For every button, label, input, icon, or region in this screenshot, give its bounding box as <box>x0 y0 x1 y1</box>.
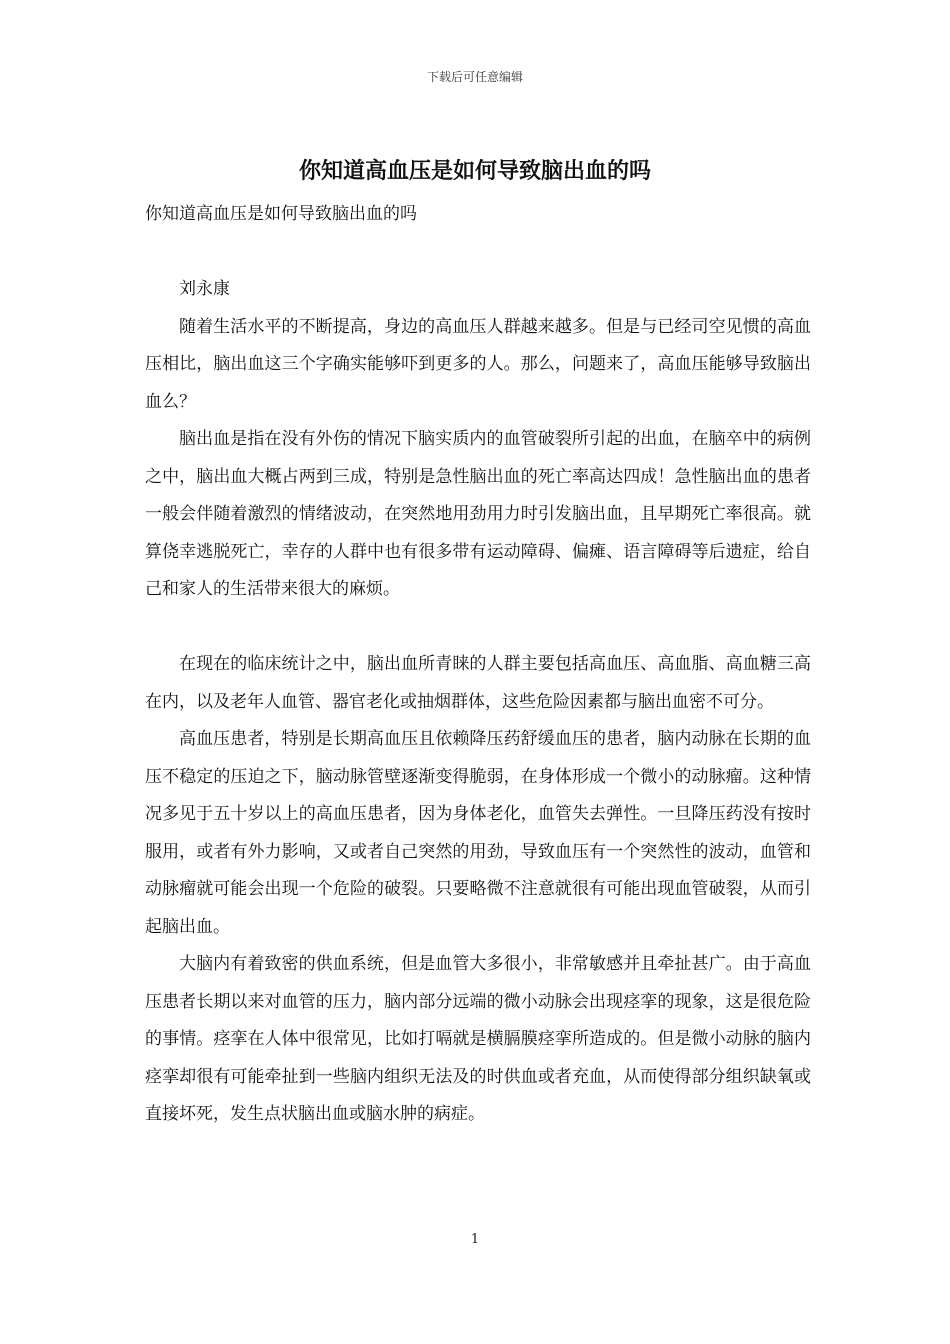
paragraph-gap <box>145 609 811 647</box>
paragraph-risk-groups: 在现在的临床统计之中，脑出血所青睐的人群主要包括高血压、高血脂、高血糖三高在内，以及老年人血管、器官老化或抽烟群体，这些危险因素都与脑出血密不可分。 <box>145 654 811 712</box>
paragraph-intro: 随着生活水平的不断提高，身边的高血压人群越来越多。但是与已经司空见惯的高血压相比，脑出血这三个字确实能够吓到更多的人。那么，问题来了，高血压能够导致脑出血么？ <box>145 316 811 412</box>
document-title: 你知道高血压是如何导致脑出血的吗 <box>298 158 651 184</box>
author-name: 刘永康 <box>179 279 230 299</box>
paragraph-blood-supply: 大脑内有着致密的供血系统，但是血管大多很小，非常敏感并且牵扯甚广。由于高血压患者长期以来对血管的压力，脑内部分远端的微小动脉会出现痉挛的现象，这是很危险的事情。痉挛在人体中很常见，比如打嗝就是横膈膜痉挛所造成的。但是微小动脉的脑内痉挛却很有可能牵扯到一些脑内组织无法及的时供血或者充血，从而使得部分组织缺氧或直接坏死，发生点状脑出血或脑水肿的病症。 <box>145 954 811 1124</box>
header-note: 下载后可任意编辑 <box>426 70 523 84</box>
paragraph-cerebral-hemorrhage: 脑出血是指在没有外伤的情况下脑实质内的血管破裂所引起的出血，在脑卒中的病例之中，脑出血大概占两到三成，特别是急性脑出血的死亡率高达四成！急性脑出血的患者一般会伴随着激烈的情绪波动，在突然地用劲用力时引发脑出血，且早期死亡率很高。就算侥幸逃脱死亡，幸存的人群中也有很多带有运动障碍、偏瘫、语言障碍等后遗症，给自己和家人的生活带来很大的麻烦。 <box>145 429 811 599</box>
document-subtitle: 你知道高血压是如何导致脑出血的吗 <box>145 204 417 224</box>
paragraph-hypertension-patients: 高血压患者，特别是长期高血压且依赖降压药舒缓血压的患者，脑内动脉在长期的血压不稳定的压迫之下，脑动脉管壁逐渐变得脆弱，在身体形成一个微小的动脉瘤。这种情况多见于五十岁以上的高血压患者，因为身体老化，血管失去弹性。一旦降压药没有按时服用，或者有外力影响，又或者自己突然的用劲，导致血压有一个突然性的波动，血管和动脉瘤就可能会出现一个危险的破裂。只要略微不注意就很有可能出现血管破裂，从而引起脑出血。 <box>145 729 811 937</box>
document-body <box>145 271 811 1134</box>
page-number: 1 <box>470 1232 480 1247</box>
